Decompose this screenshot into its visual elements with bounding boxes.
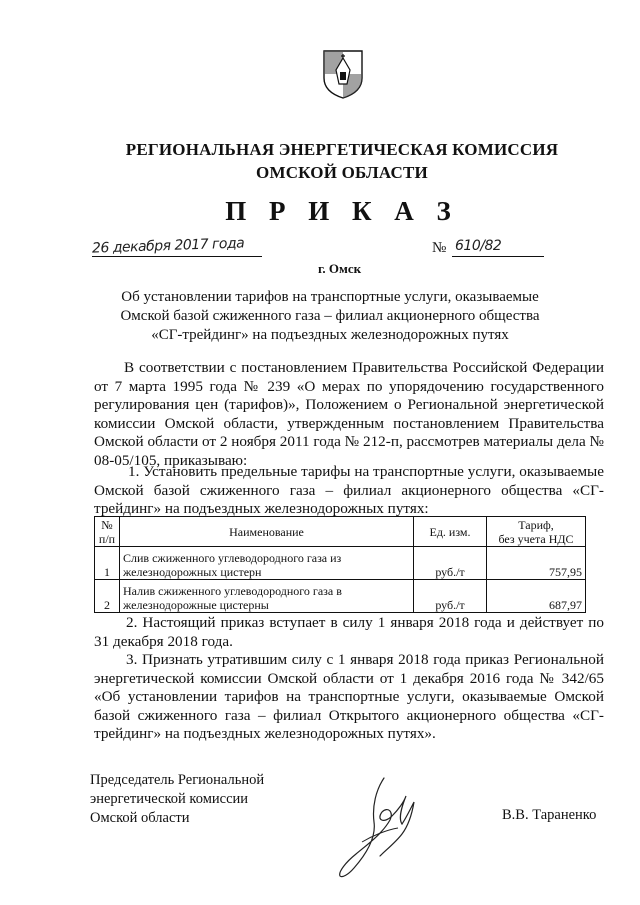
tariff-table bbox=[94, 516, 586, 613]
row-tariff: 687,97 bbox=[487, 580, 586, 613]
signatory-name: В.В. Тараненко bbox=[502, 807, 597, 823]
preamble-paragraph: В соответствии с постановлением Правительства Российской Федерации от 7 марта 1995 года № 239 «О мерах по упорядочению государственного регулирования цен (тарифов)», Положением о Региональной энергетической комиссии Омской области, утвержденным постановлением Правительства Омской области от 2 ноября 2011 года № 212-п, рассмотрев материалы дела № 08-05/105, приказываю: bbox=[94, 359, 604, 469]
signatory-title: Председатель Региональной энергетической комиссии Омской области bbox=[90, 772, 265, 826]
date-underline bbox=[92, 256, 262, 257]
subject-line: «СГ-трейдинг» на подъездных железнодорожных путях bbox=[151, 327, 509, 343]
number-sign: № bbox=[432, 240, 447, 256]
row-num: 1 bbox=[95, 547, 120, 580]
item-2-paragraph: 2. Настоящий приказ вступает в силу 1 января 2018 года и действует по 31 декабря 2018 года. bbox=[94, 614, 604, 650]
document-title: П Р И К А З bbox=[225, 196, 459, 226]
omsk-coat-of-arms-icon bbox=[321, 48, 365, 100]
table-row bbox=[95, 580, 586, 613]
subject-line: Об установлении тарифов на транспортные услуги, оказываемые bbox=[121, 289, 539, 305]
row-unit: руб./т bbox=[414, 547, 487, 580]
organization-name: РЕГИОНАЛЬНАЯ ЭНЕРГЕТИЧЕСКАЯ КОМИССИЯ bbox=[125, 140, 559, 159]
row-unit: руб./т bbox=[414, 580, 487, 613]
organization-region: ОМСКОЙ ОБЛАСТИ bbox=[256, 163, 428, 182]
row-name: Слив сжиженного углеводородного газа из железнодорожных цистерн bbox=[120, 547, 414, 580]
order-subject bbox=[100, 288, 560, 345]
number-underline bbox=[452, 256, 544, 257]
row-num: 2 bbox=[95, 580, 120, 613]
row-name: Налив сжиженного углеводородного газа в железнодорожные цистерны bbox=[120, 580, 414, 613]
item-1-paragraph: 1. Установить предельные тарифы на транспортные услуги, оказываемые Омской базой сжиженного газа – филиал акционерного общества «СГ-трейдинг» на подъездных железнодорожных путях: bbox=[94, 463, 604, 517]
header-unit: Ед. изм. bbox=[414, 517, 487, 547]
header-tariff: Тариф, без учета НДС bbox=[487, 517, 586, 547]
row-tariff: 757,95 bbox=[487, 547, 586, 580]
table-row bbox=[95, 547, 586, 580]
table-header-row bbox=[95, 517, 586, 547]
item-3-paragraph: 3. Признать утратившим силу с 1 января 2018 года приказ Региональной энергетической комиссии Омской области от 1 декабря 2016 года № 342/65 «Об установлении тарифов на транспортные услуги, оказываемые Омской базой сжиженного газа – филиал Открытого акционерного общества «СГ-трейдинг» на подъездных железнодорожных путях». bbox=[94, 651, 604, 742]
handwritten-signature-icon bbox=[332, 772, 432, 882]
header-num: № п/п bbox=[95, 517, 120, 547]
handwritten-date: 26 декабря 2017 года bbox=[91, 235, 245, 257]
subject-line: Омской базой сжиженного газа – филиал акционерного общества bbox=[120, 308, 540, 324]
handwritten-number: 610/82 bbox=[455, 238, 502, 254]
header-name: Наименование bbox=[120, 517, 414, 547]
city: г. Омск bbox=[318, 261, 362, 276]
